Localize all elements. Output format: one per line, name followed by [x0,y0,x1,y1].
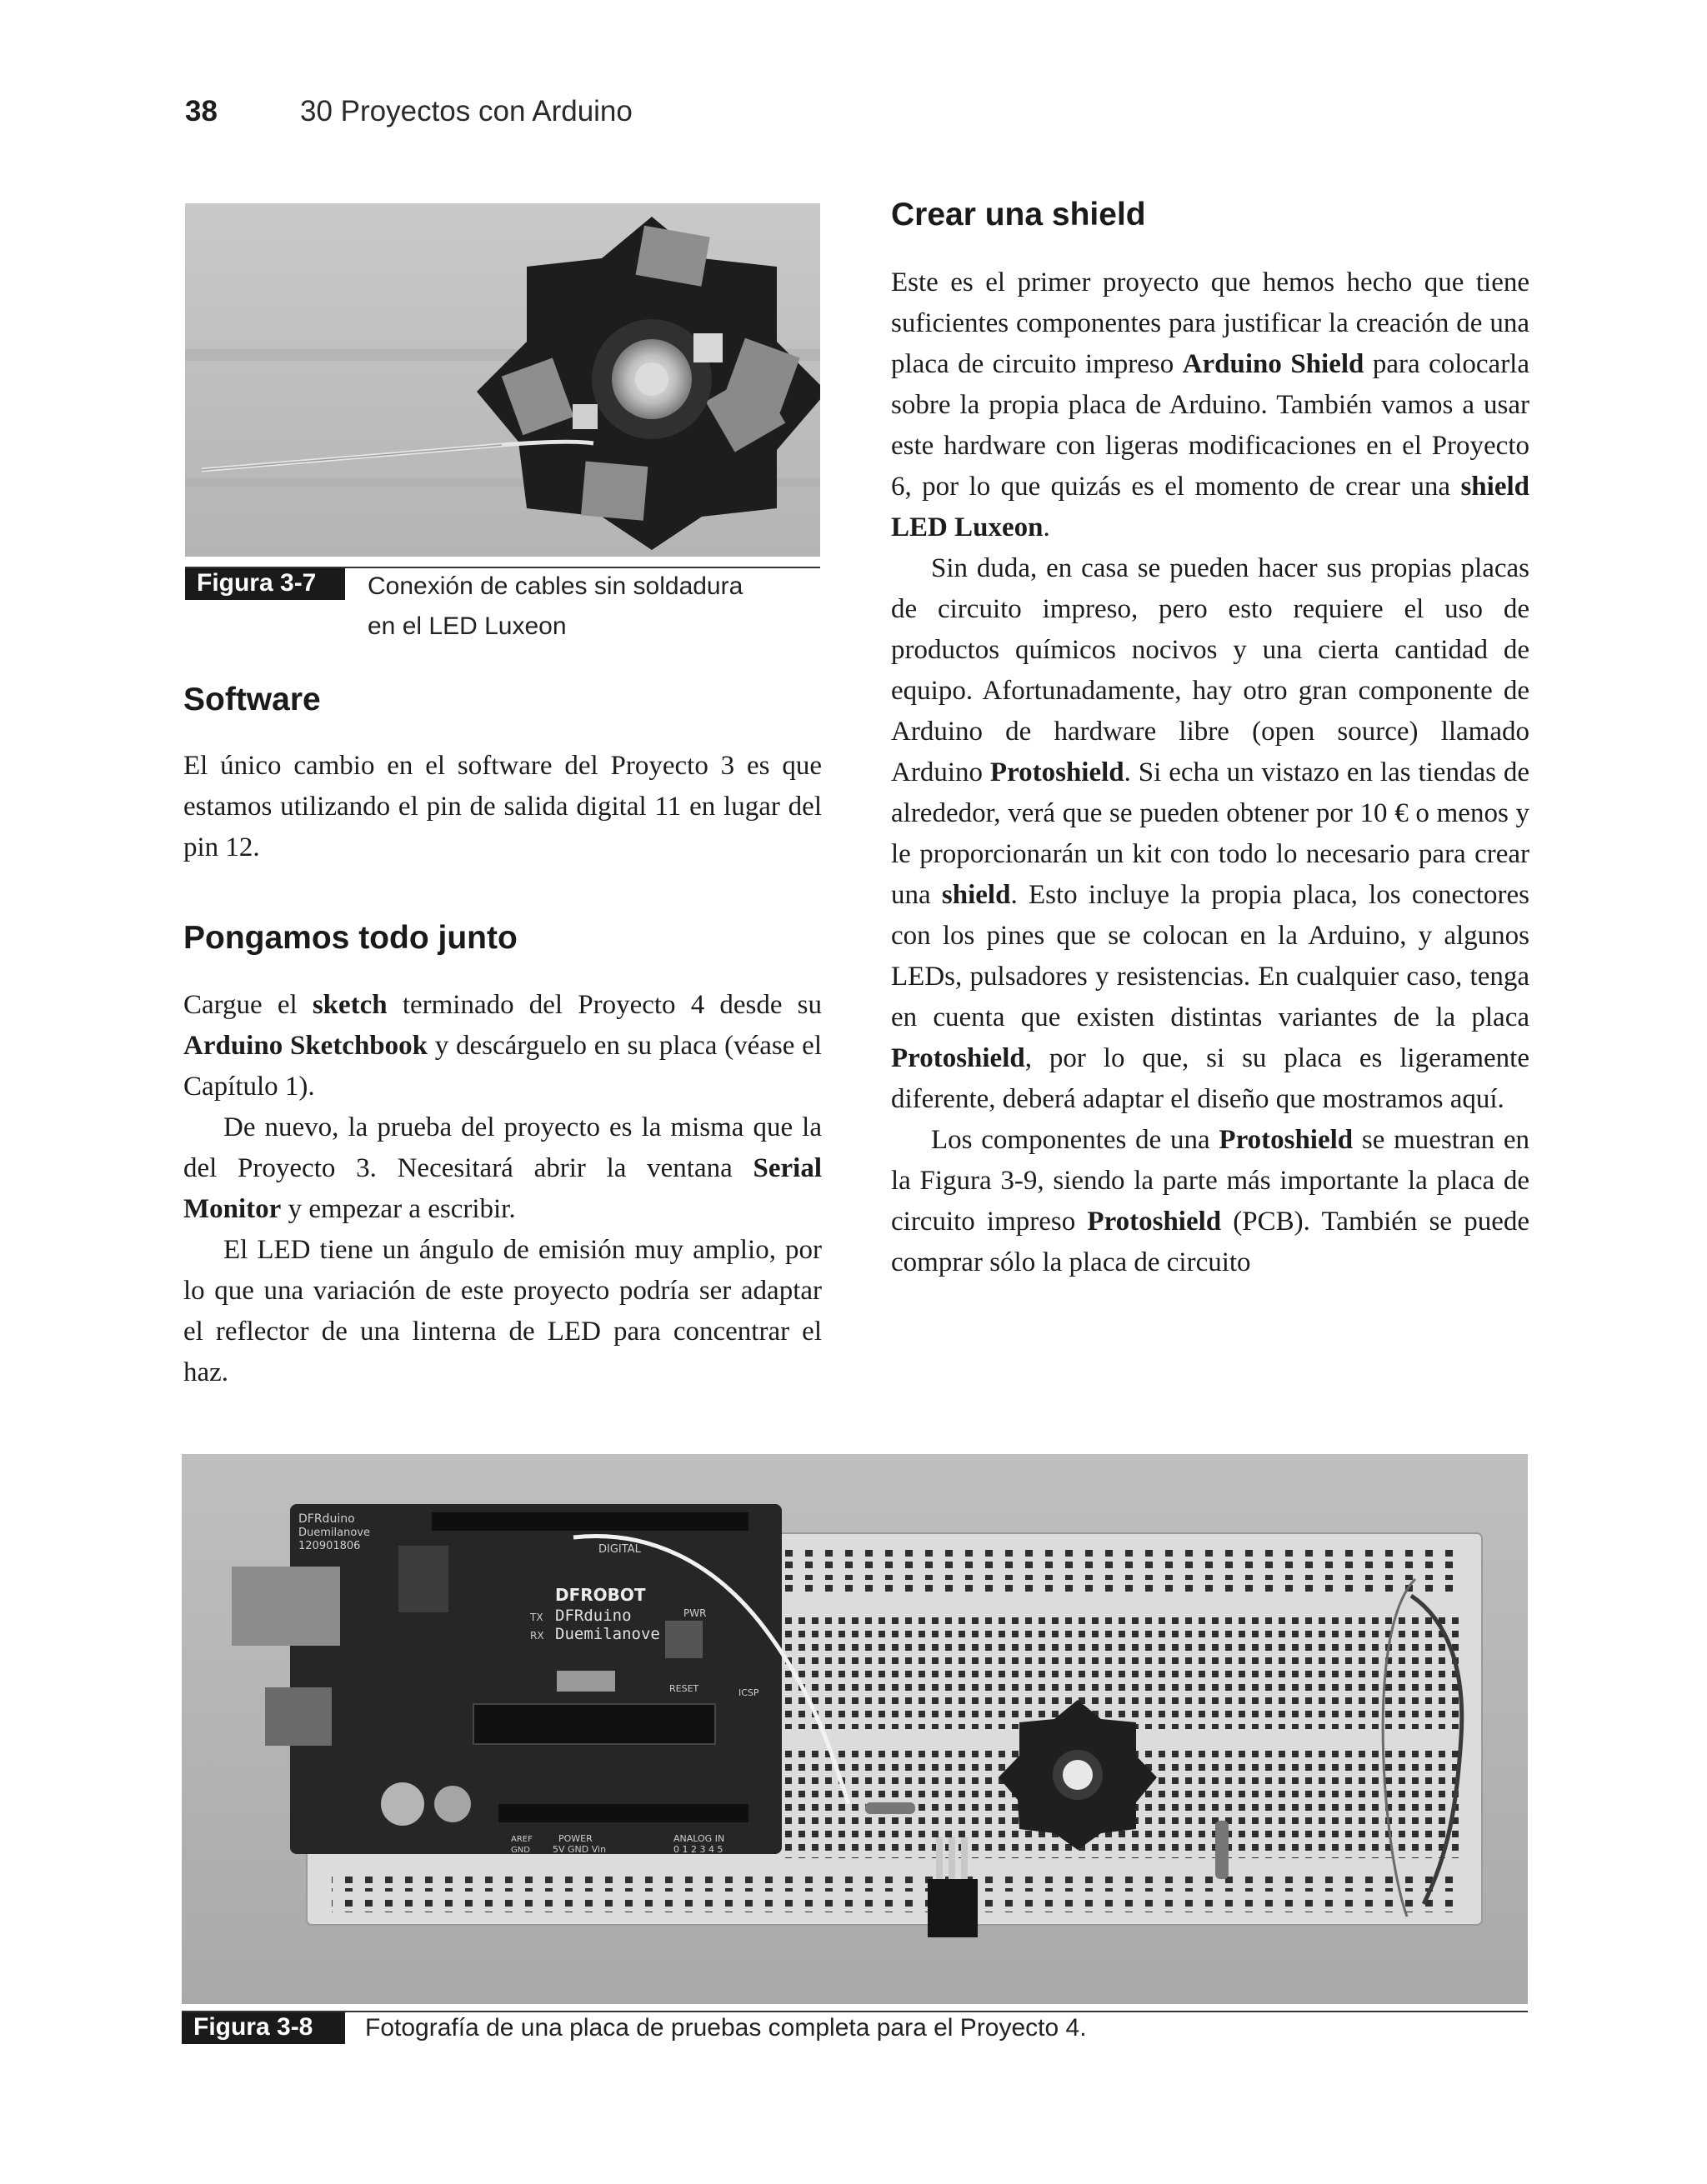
pongamos-paragraph-2 [183,1107,822,1230]
figure-3-7-tag: Figura 3-7 [185,567,345,600]
capacitor [434,1786,471,1822]
text-run: (PCB). También se puede comprar sólo la placa de circuito [891,1207,1529,1277]
figure-3-7-photo [185,203,820,557]
dfrobot-logo-text: DFROBOT [555,1585,646,1605]
text-run: terminado del Proyecto 4 desde su [387,990,822,1020]
board-name-line2: Duemilanove [555,1625,660,1643]
text-run: . Esto incluye la propia placa, los conectores con los pines que se colocan en la Arduino, y algunos LEDs, pulsadores y resistencias. En cualquier caso, tenga en cuenta que existen distintas variantes de la placa [891,880,1529,1032]
bold-arduino-shield: Arduino Shield [1182,349,1364,379]
text-run: se muestran en la Figura 3-9, siendo la parte más importante la placa de circuito impreso [891,1125,1529,1237]
bold-protoshield: Protoshield [1219,1125,1354,1155]
power-label: POWER [558,1833,593,1844]
gnd-label: GND [511,1846,530,1855]
text-run: Los componentes de una [931,1125,1219,1155]
figure-3-8-caption: Fotografía de una placa de pruebas completa para el Proyecto 4. [365,2014,1087,2042]
page-number: 38 [185,95,218,127]
luxeon-star-board [477,217,820,550]
text-run: Cargue el [183,990,313,1020]
luxeon-led-on-breadboard [999,1700,1157,1850]
figure-3-8-photo [182,1454,1528,2004]
pwr-label: PWR [683,1607,707,1619]
text-run: Este es el primer proyecto que hemos hecho que tiene suficientes componentes para justificar la creación de una placa de circuito impreso [891,267,1529,379]
text-run: . [1043,512,1050,542]
board-brand-label: DFRduino [298,1512,355,1526]
figure-3-7-caption-line1: Conexión de cables sin soldadura [368,572,743,600]
transistor [928,1879,978,1937]
power-jack [265,1687,332,1746]
figure-3-7-caption-line2: en el LED Luxeon [368,612,567,640]
bold-arduino-sketchbook: Arduino Sketchbook [183,1031,428,1061]
board-model-label: Duemilanove [298,1527,370,1539]
breadboard-photo [182,1454,1528,2004]
text-run: para colocarla sobre la propia placa de Arduino. También vamos a usar este hardware con ligeras modificaciones en el Proyecto 6, por lo que quizás es el momento de crear una [891,349,1529,502]
resistor [865,1802,915,1814]
pongamos-paragraph-1 [183,985,822,1107]
usb-connector [232,1567,340,1646]
bold-protoshield: Protoshield [891,1043,1025,1073]
rx-label: RX [530,1630,544,1642]
bold-sketch: sketch [312,990,388,1020]
shield-paragraph-3 [891,1120,1529,1283]
board-serial-label: 120901806 [298,1540,361,1552]
bold-protoshield: Protoshield [1087,1207,1222,1237]
digital-header [432,1512,748,1531]
bold-shield-led-luxeon: shield LED Luxeon [891,472,1529,542]
tx-label: TX [530,1612,543,1623]
power-pins-label: 5V GND Vin [553,1844,607,1855]
text-run: Sin duda, en casa se pueden hacer sus propias placas de circuito impreso, pero esto requiere el uso de productos químicos nocivos y una cierta cantidad de equipo. Afortunadamente, hay otro gran componente de Arduino de hardware libre (open source) llamado Arduino [891,553,1529,787]
bold-shield: shield [941,880,1011,910]
atmega-chip [473,1704,715,1744]
pongamos-paragraph-3: El LED tiene un ángulo de emisión muy amplio, por lo que una variación de este proyecto podría ser adaptar el reflector de una linterna de LED para concentrar el haz. [183,1235,822,1387]
crear-shield-body [891,262,1529,1283]
bold-serial-monitor: Serial Monitor [183,1153,822,1224]
analog-label: ANALOG IN [673,1833,725,1844]
text-run: , por lo que, si su placa es ligeramente diferente, deberá adaptar el diseño que mostramos aquí. [891,1043,1529,1114]
board-name-line1: DFRduino [555,1607,632,1625]
aref-label: AREF [511,1835,533,1844]
arduino-board [232,1504,782,1855]
shield-paragraph-2 [891,548,1529,1120]
software-heading: Software [183,682,321,717]
text-run: . Si echa un vistazo en las tiendas de alrededor, verá que se pueden obtener por 10 € o menos y le proporcionarán un kit con todo lo necesario para crear una [891,757,1529,910]
resistor [1215,1821,1229,1879]
crear-shield-heading: Crear una shield [891,197,1146,232]
icsp-label: ICSP [738,1687,759,1698]
text-run: De nuevo, la prueba del proyecto es la misma que la del Proyecto 3. Necesitará abrir la ventana [183,1112,822,1183]
figure-3-8-tag: Figura 3-8 [182,2011,345,2044]
capacitor [381,1782,424,1826]
pongamos-body [183,985,822,1393]
figure-3-7-caption [368,567,818,647]
software-body [183,746,822,868]
text-run: y descárguelo en su placa (véase el Capítulo 1). [183,1031,822,1102]
luxeon-led-photo [185,203,820,557]
software-paragraph: El único cambio en el software del Proyecto 3 es que estamos utilizando el pin de salida digital 11 en lugar del pin 12. [183,751,822,862]
shield-paragraph-1 [891,262,1529,548]
digital-label: DIGITAL [598,1543,641,1556]
reset-label: RESET [669,1683,699,1694]
bold-protoshield: Protoshield [989,757,1124,787]
pongamos-heading: Pongamos todo junto [183,920,518,956]
running-header-title: 30 Proyectos con Arduino [300,95,633,127]
analog-pins-label: 0 1 2 3 4 5 [673,1844,723,1855]
analog-header [498,1804,748,1822]
text-run: y empezar a escribir. [281,1194,516,1224]
